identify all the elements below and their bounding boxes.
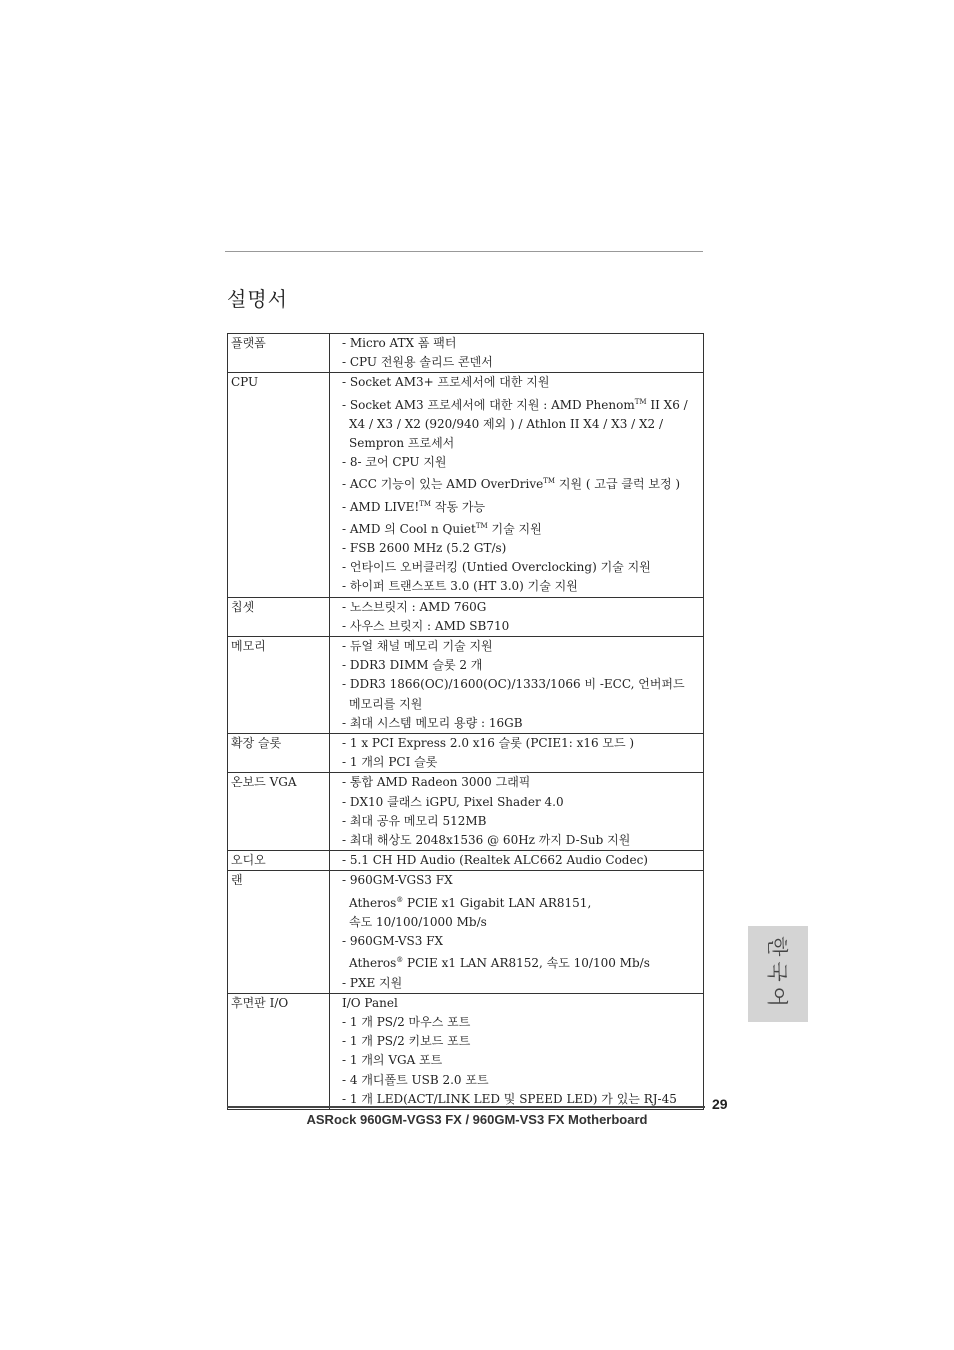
- spec-row: [228, 334, 704, 373]
- spec-line-text: Atheros: [349, 895, 397, 910]
- spec-line-text: - 1 개 PS/2 키보드 포트: [342, 1034, 471, 1049]
- spec-label: 후면판 I/O: [228, 993, 330, 1109]
- spec-line: [342, 812, 699, 831]
- spec-line-text: - 1 x PCI Express 2.0 x16 슬롯 (PCIE1: x16 모드 ): [342, 736, 635, 751]
- spec-line: [342, 495, 699, 517]
- spec-content: [330, 734, 704, 773]
- spec-row: [228, 871, 704, 993]
- spec-line-text: - 1 개 LED(ACT/LINK LED 및 SPEED LED) 가 있는 RJ-45: [342, 1091, 677, 1106]
- spec-content: [330, 773, 704, 851]
- spec-line-text: - 언타이드 오버클러킹 (Untied Overclocking) 기술 지원: [342, 560, 651, 575]
- spec-line-text: - 5.1 CH HD Audio (Realtek ALC662 Audio Codec): [342, 853, 648, 868]
- superscript-mark: ®: [396, 895, 404, 904]
- spec-line-text-tail: 작동 가능: [431, 499, 486, 514]
- spec-line-text: 속도 10/100/1000 Mb/s: [349, 914, 487, 929]
- spec-line-text: - 1 개의 PCI 슬롯: [342, 755, 438, 770]
- spec-line: [342, 1032, 699, 1051]
- spec-content: [330, 871, 704, 993]
- spec-content: [330, 637, 704, 734]
- spec-line-text: - 최대 공유 메모리 512MB: [342, 813, 487, 828]
- spec-line: [342, 353, 699, 372]
- spec-line-text: - DDR3 1866(OC)/1600(OC)/1333/1066 비 -ECC, 언버퍼드: [342, 677, 685, 692]
- spec-line-text: - Micro ATX 폼 팩터: [342, 336, 457, 350]
- spec-line: [342, 695, 699, 714]
- spec-line-text-tail: PCIE x1 LAN AR8152, 속도 10/100 Mb/s: [403, 956, 650, 971]
- spec-label: 온보드 VGA: [228, 773, 330, 851]
- spec-line: [342, 577, 699, 596]
- spec-line-text: I/O Panel: [342, 995, 398, 1010]
- spec-line: [342, 656, 699, 675]
- spec-line: [342, 714, 699, 733]
- spec-line-text: - 노스브릿지 : AMD 760G: [342, 599, 487, 614]
- superscript-mark: TM: [475, 521, 488, 530]
- spec-line-text-tail: II X6 /: [646, 397, 688, 412]
- spec-line-text: - ACC 기능이 있는 AMD OverDrive: [342, 477, 544, 492]
- spec-line-text: - FSB 2600 MHz (5.2 GT/s): [342, 541, 507, 556]
- top-divider: [225, 251, 703, 252]
- superscript-mark: TM: [543, 477, 556, 486]
- spec-line: [342, 753, 699, 772]
- spec-line-text: - 사우스 브릿지 : AMD SB710: [342, 618, 510, 633]
- spec-line-text: - 4 개디폴트 USB 2.0 포트: [342, 1072, 489, 1087]
- spec-content: [330, 851, 704, 871]
- spec-line-text: - 하이퍼 트랜스포트 3.0 (HT 3.0) 기술 지원: [342, 579, 578, 594]
- spec-line: [342, 675, 699, 694]
- spec-line-text-tail: PCIE x1 Gigabit LAN AR8151,: [403, 895, 592, 910]
- spec-row: [228, 597, 704, 636]
- spec-line-text: - 1 개의 VGA 포트: [342, 1053, 443, 1068]
- spec-line-text: - Socket AM3+ 프로세서에 대한 지원: [342, 375, 550, 390]
- spec-line-text: - AMD 의 Cool n Quiet: [342, 521, 476, 536]
- spec-line: [342, 951, 699, 973]
- spec-line-text: - 최대 해상도 2048x1536 @ 60Hz 까지 D-Sub 지원: [342, 833, 631, 848]
- page-number: 29: [712, 1096, 728, 1112]
- superscript-mark: ®: [396, 956, 404, 965]
- language-tab-label: 한국어: [765, 936, 790, 1012]
- spec-line-text-tail: 기술 지원: [487, 521, 542, 536]
- spec-line: [342, 932, 699, 951]
- spec-line: [342, 334, 699, 353]
- spec-line: [342, 472, 699, 494]
- spec-line-text: - 8- 코어 CPU 지원: [342, 455, 447, 470]
- spec-line: [342, 617, 699, 636]
- spec-label: 오디오: [228, 851, 330, 871]
- spec-row: [228, 851, 704, 871]
- spec-line: [342, 891, 699, 913]
- spec-line: [342, 1071, 699, 1090]
- superscript-mark: TM: [419, 499, 432, 508]
- spec-line-text: - 960GM-VS3 FX: [342, 934, 444, 949]
- spec-line: [342, 1013, 699, 1032]
- spec-line-text: - CPU 전원용 솔리드 콘덴서: [342, 355, 493, 370]
- spec-row: [228, 773, 704, 851]
- spec-line-text: Atheros: [349, 956, 397, 971]
- spec-content: [330, 373, 704, 597]
- spec-line: [342, 871, 699, 890]
- bottom-divider: [227, 1106, 705, 1108]
- spec-line: [342, 434, 699, 453]
- spec-line: [342, 598, 699, 617]
- spec-line-text: - PXE 지원: [342, 975, 403, 990]
- spec-line-text: - AMD LIVE!: [342, 499, 420, 514]
- spec-line-text: - 최대 시스템 메모리 용량 : 16GB: [342, 715, 523, 730]
- spec-line: [342, 373, 699, 392]
- spec-line: [342, 393, 699, 415]
- spec-line: [342, 453, 699, 472]
- spec-line: [342, 1051, 699, 1070]
- spec-line: [342, 913, 699, 932]
- spec-line: [342, 558, 699, 577]
- spec-line: [342, 793, 699, 812]
- spec-line-text-tail: 지원 ( 고급 클럭 보정 ): [555, 477, 681, 492]
- spec-row: [228, 734, 704, 773]
- spec-line: [342, 974, 699, 993]
- spec-line-text: Sempron 프로세서: [349, 436, 455, 451]
- spec-content: [330, 993, 704, 1109]
- spec-line: [342, 415, 699, 434]
- spec-label: 플랫폼: [228, 334, 330, 373]
- spec-content: [330, 334, 704, 373]
- spec-line: [342, 637, 699, 656]
- spec-label: 메모리: [228, 637, 330, 734]
- spec-label: 랜: [228, 871, 330, 993]
- spec-label: 칩셋: [228, 597, 330, 636]
- spec-line-text: - Socket AM3 프로세서에 대한 지원 : AMD Phenom: [342, 397, 635, 412]
- language-tab: [748, 926, 808, 1022]
- page-title: 설명서: [227, 287, 288, 311]
- spec-line-text: - 1 개 PS/2 마우스 포트: [342, 1014, 471, 1029]
- spec-line: [342, 831, 699, 850]
- spec-line-text: - 960GM-VGS3 FX: [342, 873, 453, 888]
- spec-line-text: X4 / X3 / X2 (920/940 제외 ) / Athlon II X4 / X3 / X2 /: [349, 416, 664, 431]
- spec-line: [342, 517, 699, 539]
- spec-content: [330, 597, 704, 636]
- spec-line-text: 메모리를 지원: [349, 696, 423, 711]
- spec-line: [342, 994, 699, 1013]
- spec-line: [342, 851, 699, 870]
- footer-text: ASRock 960GM-VGS3 FX / 960GM-VS3 FX Motherboard: [306, 1112, 648, 1127]
- spec-line: [342, 734, 699, 753]
- spec-line-text: - DDR3 DIMM 슬롯 2 개: [342, 658, 483, 673]
- spec-line: [342, 773, 699, 792]
- spec-label: 확장 슬롯: [228, 734, 330, 773]
- spec-line-text: - 듀얼 채널 메모리 기술 지원: [342, 639, 493, 654]
- superscript-mark: TM: [634, 397, 647, 406]
- spec-row: [228, 373, 704, 597]
- spec-table: [227, 333, 704, 1110]
- spec-line-text: - 통합 AMD Radeon 3000 그래픽: [342, 775, 531, 790]
- spec-line: [342, 539, 699, 558]
- spec-label: CPU: [228, 373, 330, 597]
- spec-row: [228, 637, 704, 734]
- spec-row: [228, 993, 704, 1109]
- spec-line-text: - DX10 클래스 iGPU, Pixel Shader 4.0: [342, 794, 564, 809]
